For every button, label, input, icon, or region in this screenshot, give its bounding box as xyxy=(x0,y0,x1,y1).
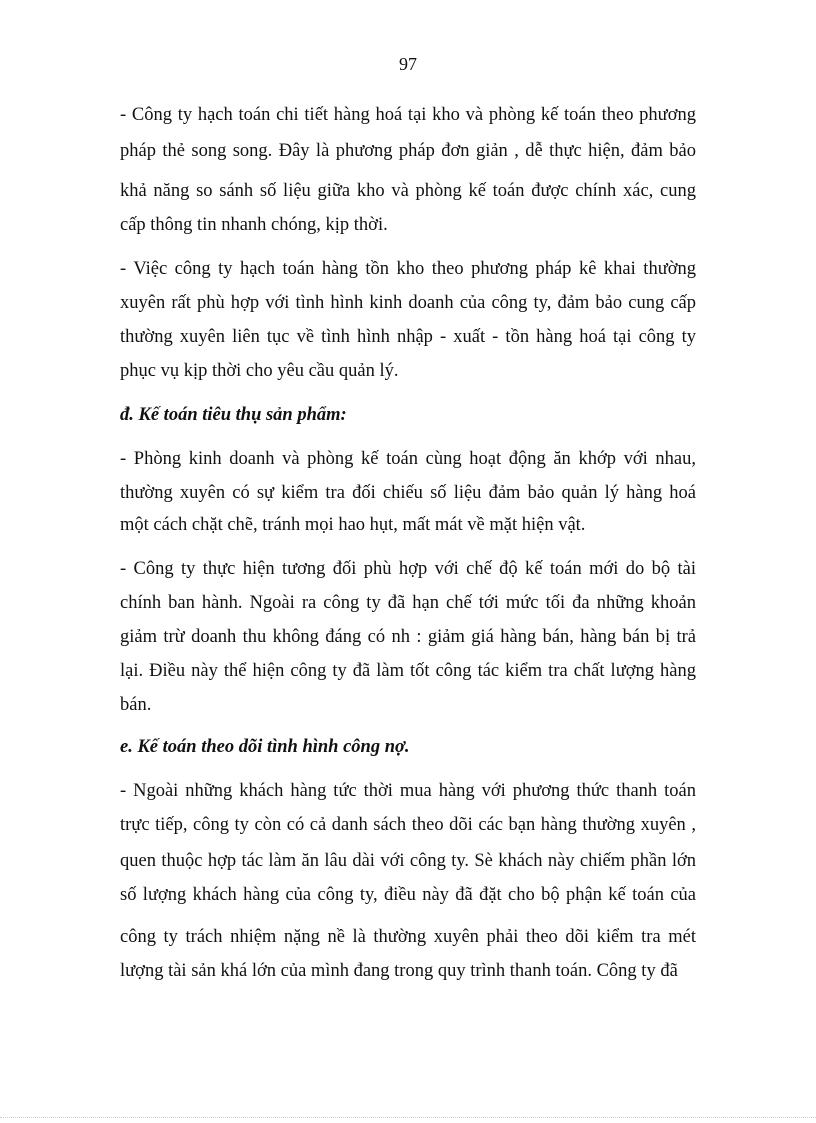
paragraph-1-line-4: cấp thông tin nhanh chóng, kịp thời. xyxy=(120,215,388,235)
section-heading-e: e. Kế toán theo dõi tình hình công nợ. xyxy=(120,737,410,757)
paragraph-2-line-2: xuyên rất phù hợp với tình hình kinh doanh của công ty, đảm bảo cung cấp xyxy=(120,293,696,313)
paragraph-5-line-2: trực tiếp, công ty còn có cả danh sách theo dõi các bạn hàng thường xuyên , xyxy=(120,815,696,835)
paragraph-5-line-3: quen thuộc hợp tác làm ăn lâu dài với công ty. Sè khách này chiếm phần lớn xyxy=(120,851,696,871)
paragraph-3-line-2: thường xuyên có sự kiểm tra đối chiếu số liệu đảm bảo quản lý hàng hoá xyxy=(120,483,696,503)
paragraph-1-line-1: - Công ty hạch toán chi tiết hàng hoá tại kho và phòng kế toán theo phương xyxy=(120,105,696,125)
paragraph-2-line-1: - Việc công ty hạch toán hàng tồn kho theo phương pháp kê khai thường xyxy=(120,259,696,279)
paragraph-5-line-1: - Ngoài những khách hàng tức thời mua hàng với phương thức thanh toán xyxy=(120,781,696,801)
paragraph-2-line-4: phục vụ kịp thời cho yêu cầu quản lý. xyxy=(120,361,399,381)
paragraph-4-line-1: - Công ty thực hiện tương đối phù hợp với chế độ kế toán mới do bộ tài xyxy=(120,559,696,579)
section-heading-d: đ. Kế toán tiêu thụ sản phẩm: xyxy=(120,405,347,425)
paragraph-3-line-1: - Phòng kinh doanh và phòng kế toán cùng hoạt động ăn khớp với nhau, xyxy=(120,449,696,469)
paragraph-3-line-3: một cách chặt chẽ, tránh mọi hao hụt, mất mát về mặt hiện vật. xyxy=(120,515,586,535)
paragraph-4-line-3: giảm trừ doanh thu không đáng có nh : giảm giá hàng bán, hàng bán bị trả xyxy=(120,627,696,647)
paragraph-1-line-2: pháp thẻ song song. Đây là phương pháp đơn giản , dễ thực hiện, đảm bảo xyxy=(120,141,696,161)
paragraph-5-line-6: lượng tài sản khá lớn của mình đang trong quy trình thanh toán. Công ty đã xyxy=(120,961,678,981)
paragraph-4-line-5: bán. xyxy=(120,695,152,715)
paragraph-5-line-5: công ty trách nhiệm nặng nề là thường xuyên phải theo dõi kiểm tra mét xyxy=(120,927,696,947)
paragraph-1-line-3: khả năng so sánh số liệu giữa kho và phòng kế toán được chính xác, cung xyxy=(120,181,696,201)
paragraph-4-line-4: lại. Điều này thể hiện công ty đã làm tốt công tác kiểm tra chất lượng hàng xyxy=(120,661,696,681)
paragraph-2-line-3: thường xuyên liên tục về tình hình nhập - xuất - tồn hàng hoá tại công ty xyxy=(120,327,696,347)
page-number: 97 xyxy=(399,54,417,74)
paragraph-5-line-4: số lượng khách hàng của công ty, điều này đã đặt cho bộ phận kế toán của xyxy=(120,885,696,905)
paragraph-4-line-2: chính ban hành. Ngoài ra công ty đã hạn chế tới mức tối đa những khoản xyxy=(120,593,696,613)
page-bottom-rule xyxy=(0,1117,816,1118)
